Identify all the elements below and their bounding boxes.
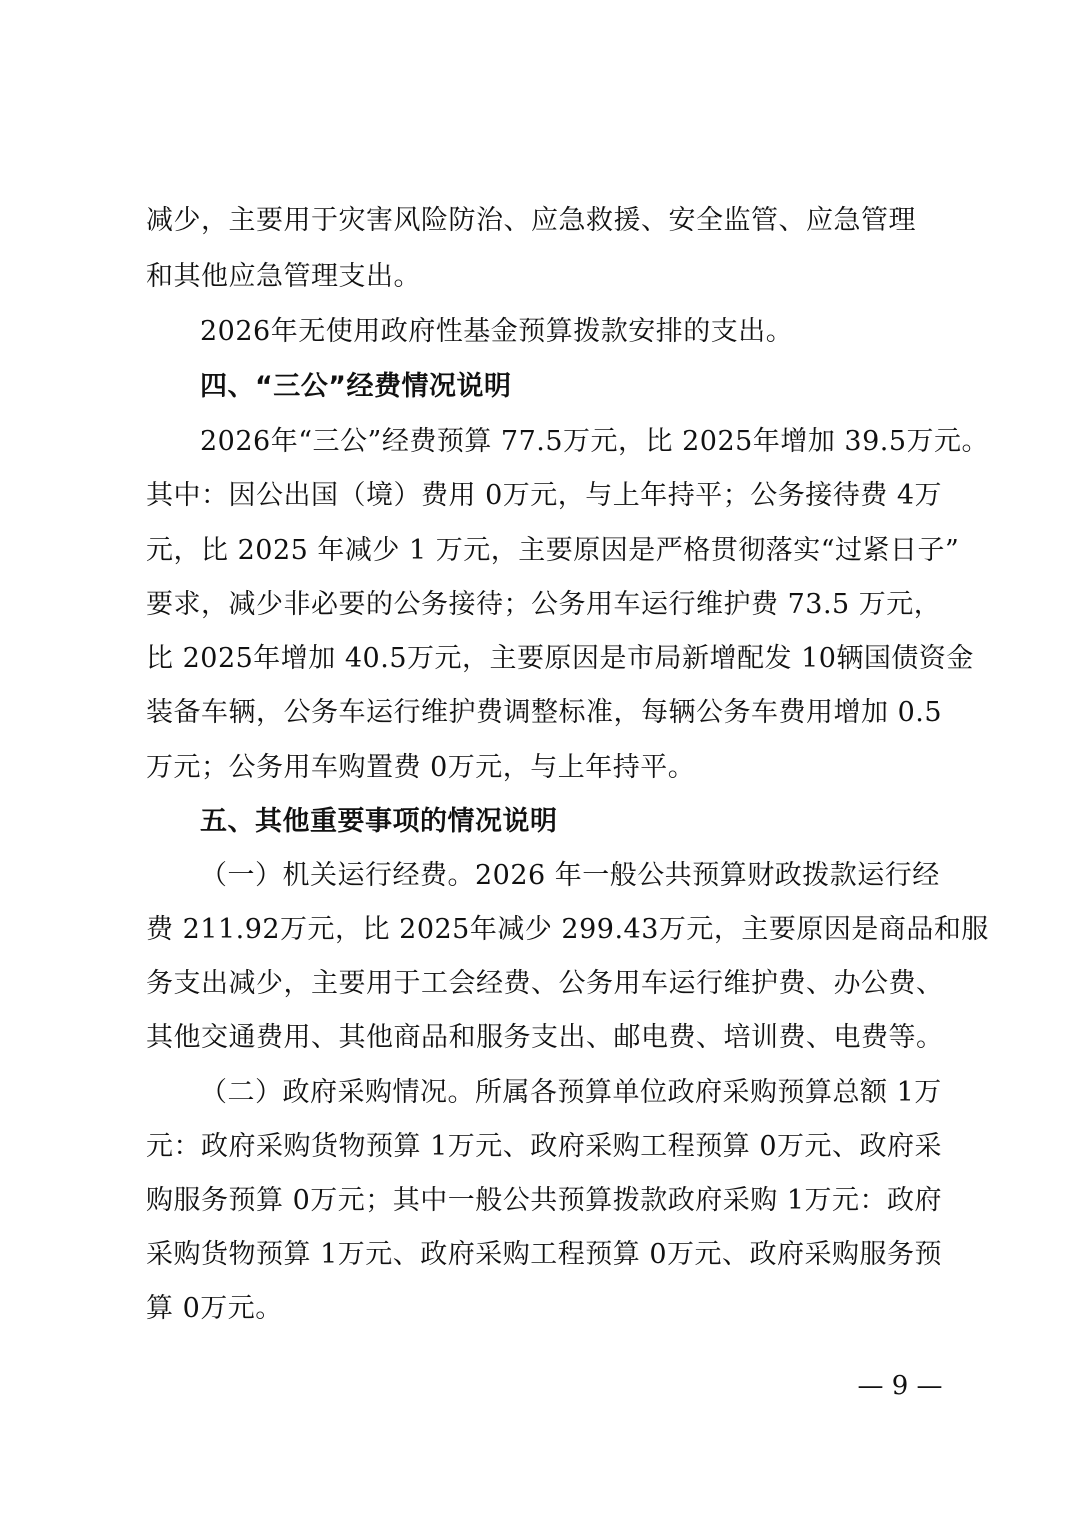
paragraph-line: 费 211.92万元，比 2025年减少 299.43万元，主要原因是商品和服 [146,914,989,945]
paragraph-line: 元，比 2025 年减少 1 万元，主要原因是严格贯彻落实“过紧日子” [146,535,960,566]
paragraph-line: 装备车辆，公务车运行维护费调整标准，每辆公务车费用增加 0.5 [146,697,943,728]
paragraph-line: （二）政府采购情况。所属各预算单位政府采购预算总额 1万 [200,1077,942,1108]
paragraph-line: 其中：因公出国（境）费用 0万元，与上年持平；公务接待费 4万 [146,480,943,511]
paragraph-line: 减少，主要用于灾害风险防治、应急救援、安全监管、应急管理 [146,205,916,236]
page-number: — 9 — [857,1371,943,1401]
paragraph-line: 元：政府采购货物预算 1万元、政府采购工程预算 0万元、政府采 [146,1131,943,1162]
section-heading-5: 五、其他重要事项的情况说明 [200,806,558,837]
paragraph-line: 算 0万元。 [146,1293,283,1324]
paragraph-line: 和其他应急管理支出。 [146,261,421,292]
paragraph-line: （一）机关运行经费。2026 年一般公共预算财政拨款运行经 [200,860,940,891]
paragraph-line: 其他交通费用、其他商品和服务支出、邮电费、培训费、电费等。 [146,1022,944,1053]
paragraph-line: 要求，减少非必要的公务接待；公务用车运行维护费 73.5 万元， [146,589,942,620]
paragraph-line: 采购货物预算 1万元、政府采购工程预算 0万元、政府采购服务预 [146,1239,943,1270]
paragraph-line: 比 2025年增加 40.5万元，主要原因是市局新增配发 10辆国债资金 [146,643,974,674]
paragraph-line: 2026年“三公”经费预算 77.5万元，比 2025年增加 39.5万元。 [200,426,990,457]
section-heading-4: 四、“三公”经费情况说明 [200,371,512,402]
paragraph-line: 务支出减少，主要用于工会经费、公务用车运行维护费、办公费、 [146,968,944,999]
paragraph-line: 购服务预算 0万元；其中一般公共预算拨款政府采购 1万元：政府 [146,1185,943,1216]
paragraph-line: 万元；公务用车购置费 0万元，与上年持平。 [146,752,696,783]
paragraph-line: 2026年无使用政府性基金预算拨款安排的支出。 [200,316,794,347]
